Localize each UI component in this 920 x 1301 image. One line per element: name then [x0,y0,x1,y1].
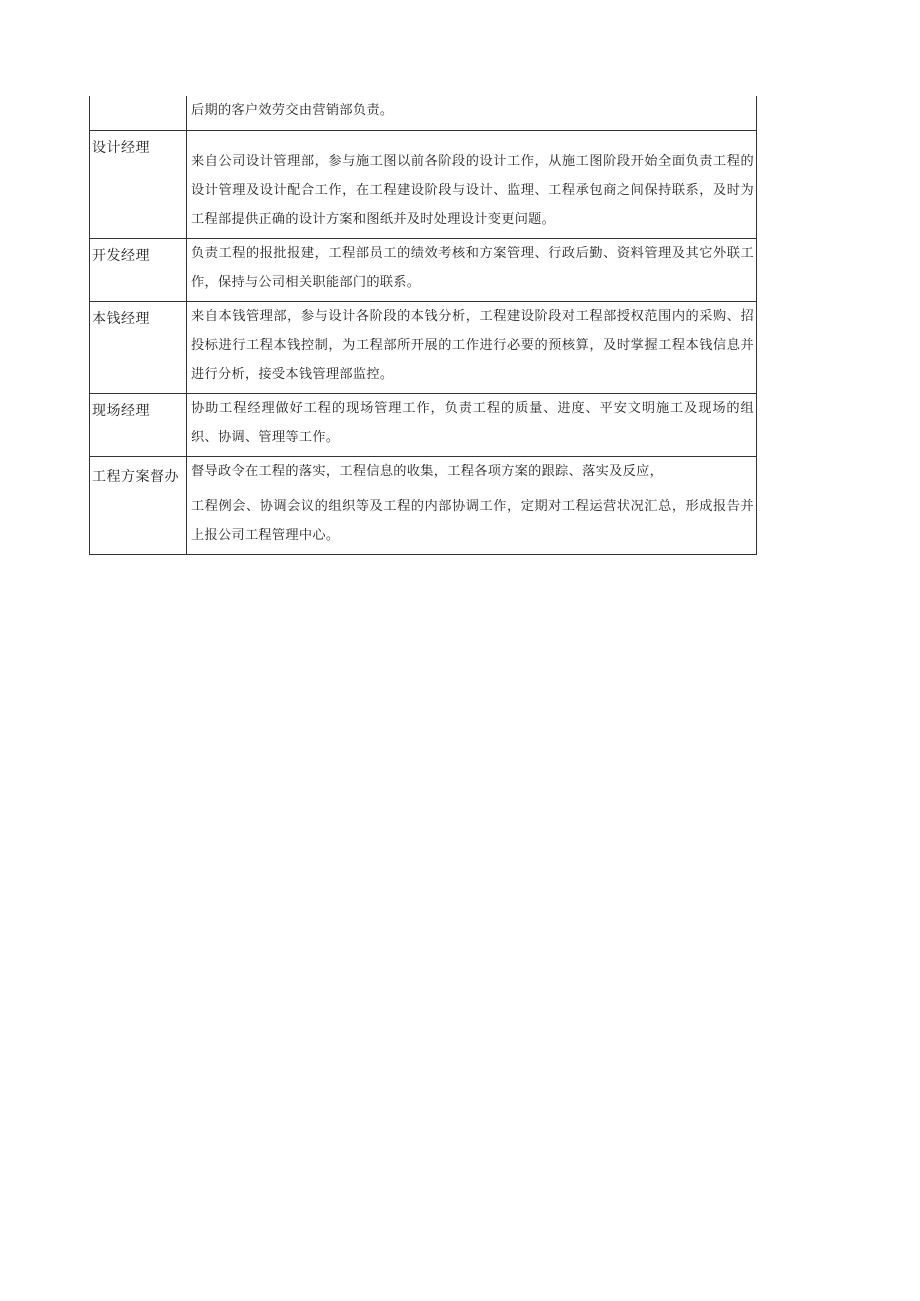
table-row [90,96,757,131]
role-cell-development-manager: 开发经理 [90,239,187,302]
description-text: 来自本钱管理部，参与设计各阶段的本钱分析，工程建设阶段对工程部授权范围内的采购、招投标进行工程本钱控制，为工程部所开展的工作进行必要的预核算，及时掌握工程本钱信息并进行分析，接受本钱管理部监控。 [191,309,754,382]
role-cell-cost-manager: 本钱经理 [90,302,187,394]
table-row [90,239,757,302]
description-cell [187,394,757,457]
role-cell-site-manager: 现场经理 [90,394,187,457]
responsibility-table [89,96,757,555]
description-text-line1: 督导政令在工程的落实，工程信息的收集，工程各项方案的跟踪、落实及反应， [191,464,664,479]
description-cell [187,457,757,555]
description-cell [187,131,757,239]
role-cell [90,96,187,131]
table-row [90,394,757,457]
description-cell [187,96,757,131]
description-text: 来自公司设计管理部，参与施工图以前各阶段的设计工作，从施工图阶段开始全面负责工程的设计管理及设计配合工作，在工程建设阶段与设计、监理、工程承包商之间保持联系，及时为工程部提供正确的设计方案和图纸并及时处理设计变更问题。 [191,154,754,227]
table-row [90,131,757,239]
description-text: 协助工程经理做好工程的现场管理工作，负责工程的质量、进度、平安文明施工及现场的组织、协调、管理等工作。 [191,401,754,445]
description-text: 负责工程的报批报建，工程部员工的绩效考核和方案管理、行政后勤、资料管理及其它外联工作，保持与公司相关职能部门的联系。 [191,246,754,290]
description-text: 后期的客户效劳交由营销部负责。 [191,103,394,118]
role-cell-design-manager: 设计经理 [90,131,187,239]
table-row [90,302,757,394]
description-text-line2: 工程例会、协调会议的组织等及工程的内部协调工作，定期对工程运营状况汇总，形成报告并上报公司工程管理中心。 [191,499,754,543]
table-row [90,457,757,555]
description-cell [187,239,757,302]
description-cell [187,302,757,394]
role-cell-plan-supervisor: 工程方案督办 [90,457,187,555]
